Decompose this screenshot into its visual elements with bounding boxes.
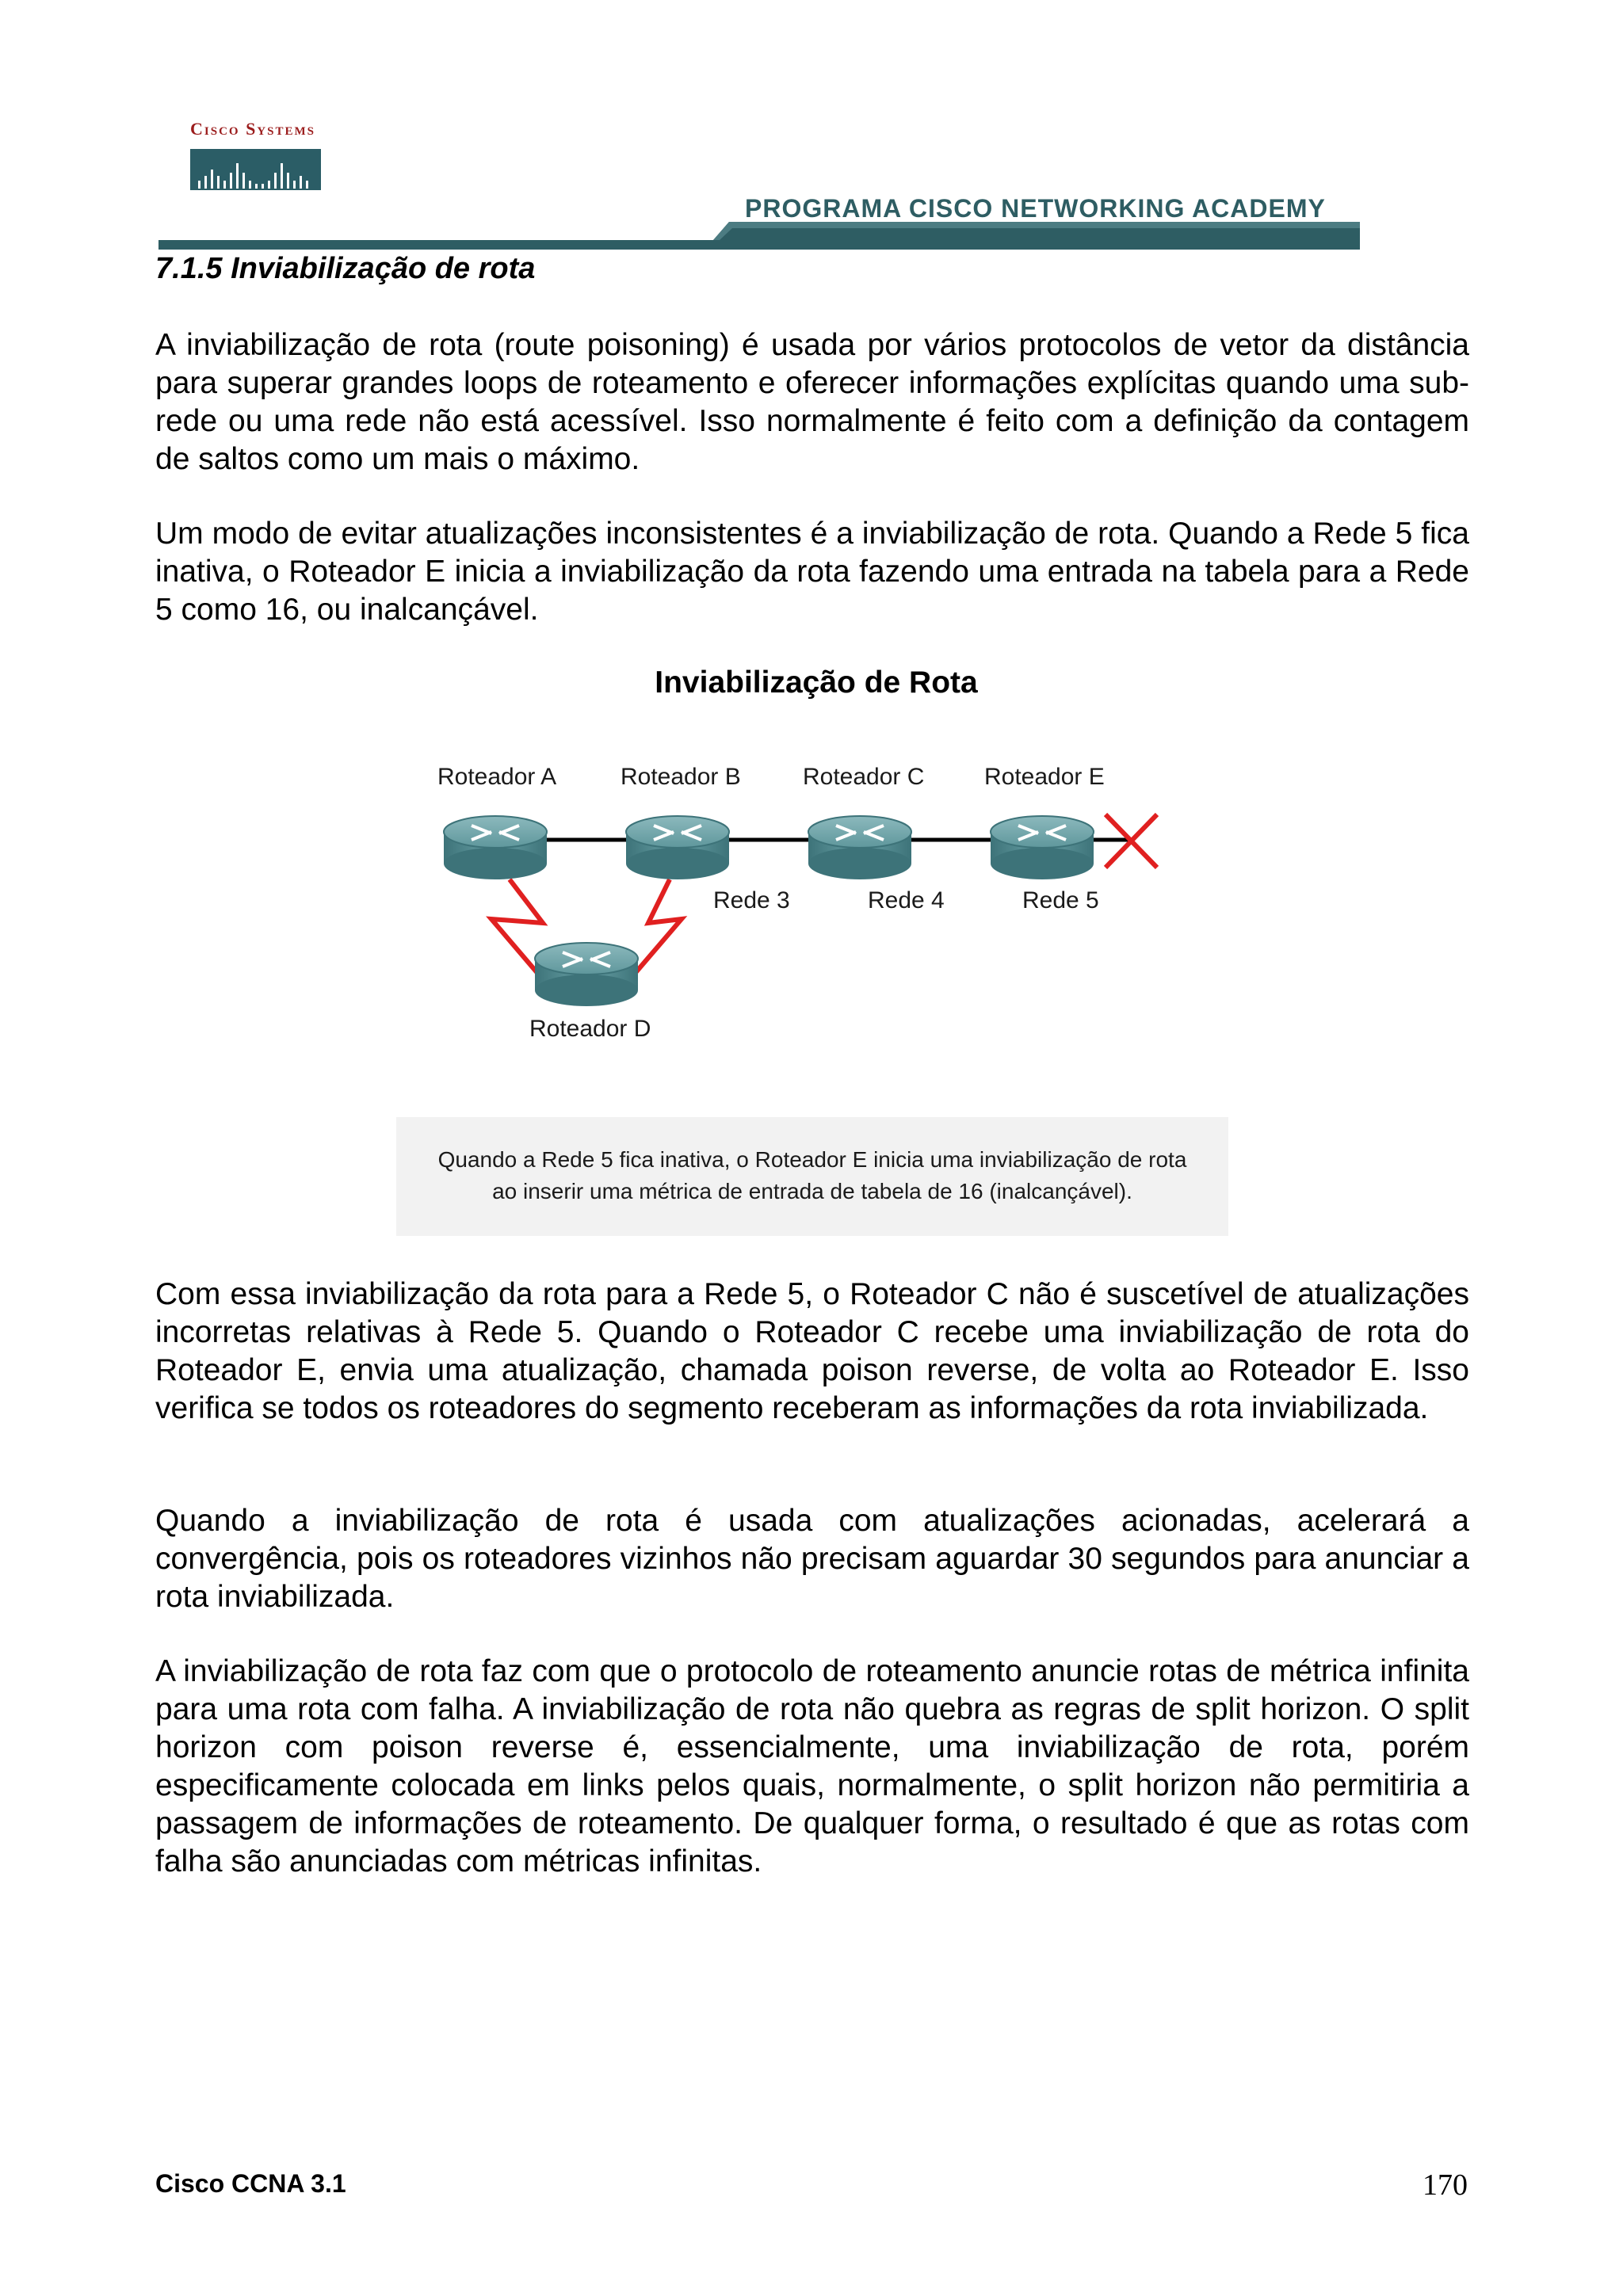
router-e-icon [991,816,1094,879]
figure-caption [396,1117,1228,1236]
page-number: 170 [1423,2168,1468,2202]
caption-line-1: Quando a Rede 5 fica inativa, o Roteador E inicia uma inviabilização de rota [437,1147,1187,1172]
paragraph-3: Com essa inviabilização da rota para a Rede 5, o Roteador C não é suscetível de atualizações incorretas relativas à Rede 5. Quando o Roteador C recebe uma inviabilização de rota do Roteador E, envia uma atualização, chamada poison reverse, de volta ao Roteador E. Isso verifica se todos os roteadores do segmento receberam as informações da rota inviabilizada. [155,1277,1469,1425]
network-4-label: Rede 4 [868,887,945,913]
serial-link-b-d [634,879,682,974]
router-d-label: Roteador D [529,1016,651,1042]
router-b-label: Roteador B [621,764,741,790]
router-c-icon [808,816,911,879]
router-a-label: Roteador A [437,764,557,790]
paragraph-4: Quando a inviabilização de rota é usada com atualizações acionadas, acelerará a convergência, pois os roteadores vizinhos não precisam aguardar 30 segundos para anunciar a rota inviabilizada. [155,1504,1469,1614]
caption-line-2: ao inserir uma métrica de entrada de tabela de 16 (inalcançável). [492,1179,1132,1203]
paragraph-2: Um modo de evitar atualizações inconsistentes é a inviabilização de rota. Quando a Rede 5 fica inativa, o Roteador E inicia a inviabilização da rota fazendo uma entrada na tabela para a Rede 5 como 16, ou inalcançável. [155,517,1469,627]
network-5-label: Rede 5 [1022,887,1099,913]
section-title: 7.1.5 Inviabilização de rota [155,252,536,285]
paragraph-1: A inviabilização de rota (route poisoning) é usada por vários protocolos de vetor da distância para superar grandes loops de roteamento e oferecer informações explícitas quando uma sub-rede ou uma rede não está acessível. Isso normalmente é feito com a definição da contagem de saltos como um mais o máximo. [155,328,1469,476]
network-3-label: Rede 3 [713,887,790,913]
router-b-icon [626,816,729,879]
router-e-label: Roteador E [984,764,1105,790]
academy-title: PROGRAMA CISCO NETWORKING ACADEMY [745,194,1326,223]
router-c-label: Roteador C [803,764,925,790]
logo-text: Cisco Systems [190,119,315,139]
figure-title: Inviabilização de Rota [655,666,978,700]
network-diagram [396,650,1236,1117]
paragraph-5: A inviabilização de rota faz com que o protocolo de roteamento anuncie rotas de métrica infinita para uma rota com falha. A inviabilização de rota não quebra as regras de split horizon. O split horizon com poison reverse é, essencialmente, uma inviabilização de rota, porém especificamente colocada em links pelos quais, normalmente, o split horizon não permitiria a passagem de informações de roteamento. De qualquer forma, o resultado é que as rotas com falha são anunciadas com métricas infinitas. [155,1654,1469,1878]
router-a-icon [444,816,547,879]
footer-course: Cisco CCNA 3.1 [155,2169,346,2198]
route-poisoning-figure [396,650,1236,1244]
router-d-icon [535,943,638,1006]
